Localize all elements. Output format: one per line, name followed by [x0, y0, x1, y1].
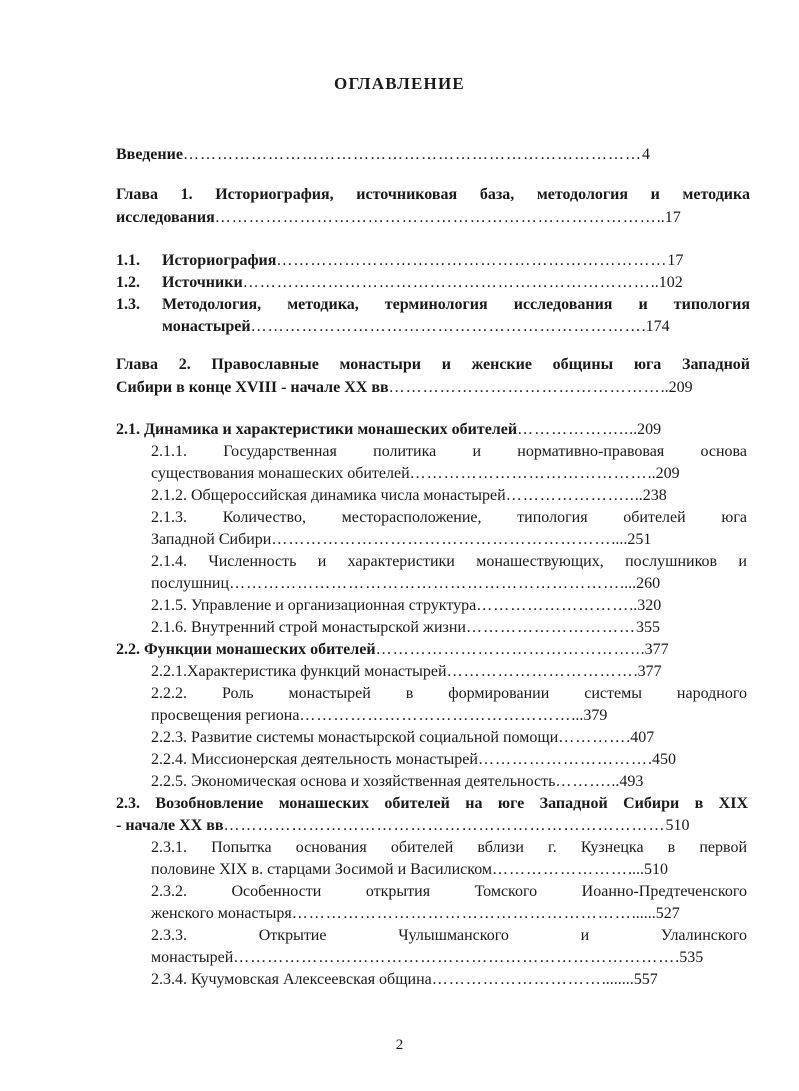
toc-entry-2-2-3 [151, 727, 745, 749]
leader-dots: ………………………… [477, 751, 648, 768]
toc-entry-page: ...379 [571, 707, 608, 724]
toc-entry-page: 4 [641, 146, 650, 163]
toc-entry-2-2-2: 2.2.2. Роль монастырей в формировании системы народного [151, 685, 747, 702]
toc-entry-label: монастырей [162, 318, 251, 335]
toc-entry-2-2 [116, 639, 746, 661]
toc-entry-label: 2.3.4. Кучумовская Алексеевская община [151, 971, 432, 988]
toc-entry-page: ..209 [647, 465, 680, 482]
toc-entry-label: 2.1.6. Внутренний строй монастырской жизни [151, 619, 466, 636]
leader-dots: …………………………………… [409, 465, 648, 482]
leader-dots: ………………………… [465, 619, 636, 636]
toc-entry-page: ..320 [629, 597, 662, 614]
toc-entry-label: просвещения региона [151, 707, 300, 724]
toc-entry-page: 510 [665, 817, 690, 834]
chapter-1-heading: Глава 1. Историография, источниковая база, методология и методика [116, 186, 750, 203]
toc-entry-label: Сибири в конце XVIII - начале XX вв [116, 379, 389, 396]
toc-entry-1-3-cont [162, 316, 747, 338]
toc-entry-label: послушниц [151, 575, 230, 592]
leader-dots: …………………… [492, 861, 629, 878]
toc-entry-page: 355 [635, 619, 660, 636]
leader-dots: …………………………………………………………… [276, 252, 668, 269]
toc-entry-page: ..493 [611, 773, 644, 790]
toc-entry-2-2-4 [151, 749, 745, 771]
toc-entry-page: .407 [626, 729, 655, 746]
toc-entry-label: Западной Сибири [151, 531, 272, 548]
toc-entry-label: 2.2.4. Миссионерская деятельность монастырей [151, 751, 478, 768]
section-number: 1.3. [116, 296, 140, 313]
toc-entry-page: 17 [667, 252, 684, 269]
leader-dots: ………………………………………… [299, 707, 572, 724]
toc-entry-2-1-4: 2.1.4. Численность и характеристики монашествующих, послушников и [151, 553, 747, 570]
toc-entry-2-3-1-cont [151, 859, 745, 881]
toc-entry-page: .450 [647, 751, 676, 768]
toc-entry-page: .377 [640, 641, 669, 658]
toc-entry-2-1-4-cont [151, 573, 745, 595]
leader-dots: ………………………… [431, 971, 602, 988]
leader-dots: …………………………………………………………… [250, 318, 642, 335]
toc-entry-label: Источники [162, 274, 243, 291]
toc-entry-2-3-2-cont [151, 903, 745, 925]
toc-entry-2-3-1: 2.3.1. Попытка основания обителей вблизи г. Кузнецка в первой [151, 839, 747, 856]
leader-dots: ……………………………………….. [375, 641, 641, 658]
leader-dots: …………………………………………………… [291, 905, 632, 922]
toc-entry-label: исследования [116, 209, 215, 226]
chapter-2-heading-cont [116, 377, 748, 399]
toc-entry-label: половине XIX в. старцами Зосимой и Василиском [151, 861, 493, 878]
leader-dots: ……………………………………………………………………… [182, 146, 642, 163]
page-title: ОГЛАВЛЕНИЕ [334, 74, 465, 93]
leader-dots: ………. [555, 773, 612, 790]
section-number: 1.2. [116, 274, 140, 291]
leader-dots: …………………………………………………………………… [214, 209, 657, 226]
toc-entry-page: ..209 [629, 421, 662, 438]
leader-dots: …………………………………………………………… [229, 575, 621, 592]
toc-entry-label: 2.2.5. Экономическая основа и хозяйственная деятельность [151, 773, 556, 790]
toc-entry-2-1-6 [151, 617, 745, 639]
toc-entry-2-1-1: 2.1.1. Государственная политика и нормативно-правовая основа [151, 443, 747, 460]
leader-dots: ……………….. [517, 421, 630, 438]
toc-entry-2-3: 2.3. Возобновление монашеских обителей на юге Западной Сибири в XIX [116, 795, 748, 812]
leader-dots: ………………………………………… [388, 379, 661, 396]
toc-entry-label: монастырей [151, 949, 234, 966]
toc-entry-2-1 [116, 419, 746, 441]
toc-entry-2-3-4 [151, 969, 745, 991]
toc-entry-2-3-cont [116, 815, 746, 837]
toc-entry-label: 2.2.3. Развитие системы монастырской социальной помощи [151, 729, 559, 746]
toc-entry-label: Историография [162, 252, 277, 269]
toc-entry-label: 2.1.2. Общероссийская динамика числа монастырей [151, 487, 506, 504]
leader-dots: …………………………………………………… [271, 531, 612, 548]
toc-entry-2-1-3-cont [151, 529, 745, 551]
toc-entry-page: ......527 [631, 905, 680, 922]
toc-entry-2-2-1 [151, 661, 745, 683]
toc-entry-label: Введение [116, 146, 183, 163]
toc-entry-2-3-3: 2.3.3. Открытие Чулышманского и Улалинского [151, 927, 747, 944]
leader-dots: ………………….. [505, 487, 635, 504]
toc-entry-2-2-2-cont [151, 705, 745, 727]
toc-entry-2-2-5 [151, 771, 745, 793]
toc-entry-1-3: Методология, методика, терминология исследования и типология [162, 296, 750, 313]
toc-entry-2-1-2 [151, 485, 745, 507]
toc-entry-page: ..102 [650, 274, 683, 291]
toc-entry-2-1-1-cont [151, 463, 745, 485]
leader-dots: …………………………………………………………………… [233, 949, 676, 966]
page-number: 2 [395, 1037, 404, 1053]
toc-entry-page: ....260 [620, 575, 661, 592]
toc-entry-2-1-3: 2.1.3. Количество, месторасположение, типология обителей юга [151, 509, 747, 526]
toc-entry-page: ....510 [628, 861, 669, 878]
leader-dots: ……………………………………………………………… [242, 274, 651, 291]
toc-entry-label: 2.2.1.Характеристика функций монастырей [151, 663, 447, 680]
toc-entry-page: ..238 [634, 487, 667, 504]
toc-entry-intro [116, 144, 746, 166]
leader-dots: ……………………… [476, 597, 630, 614]
toc-entry-1-1 [162, 250, 742, 272]
toc-entry-page: .174 [641, 318, 670, 335]
toc-entry-label: - начале XX вв [116, 817, 224, 834]
toc-entry-label: женского монастыря [151, 905, 292, 922]
toc-entry-page: ........557 [601, 971, 658, 988]
leader-dots: …………………………………………………………………… [223, 817, 666, 834]
toc-entry-page: .535 [675, 949, 704, 966]
toc-entry-label: существования монашеских обителей [151, 465, 410, 482]
toc-entry-2-1-5 [151, 595, 745, 617]
leader-dots: …………………………… [446, 663, 634, 680]
section-number: 1.1. [116, 252, 140, 269]
leader-dots: ………… [558, 729, 627, 746]
toc-entry-label: 2.1. Динамика и характеристики монашеских обителей [116, 421, 518, 438]
toc-entry-page: ....251 [611, 531, 652, 548]
toc-entry-page: ..209 [660, 379, 693, 396]
chapter-2-heading: Глава 2. Православные монастыри и женские общины юга Западной [116, 356, 750, 373]
toc-entry-1-2 [162, 272, 747, 294]
chapter-1-heading-cont [116, 207, 746, 229]
toc-entry-page: .377 [633, 663, 662, 680]
toc-entry-label: 2.2. Функции монашеских обителей [116, 641, 376, 658]
toc-entry-page: ..17 [656, 209, 681, 226]
toc-entry-2-3-2: 2.3.2. Особенности открытия Томского Иоанно-Предтеченского [151, 883, 747, 900]
toc-entry-label: 2.1.5. Управление и организационная структура [151, 597, 477, 614]
toc-entry-2-3-3-cont [151, 947, 745, 969]
